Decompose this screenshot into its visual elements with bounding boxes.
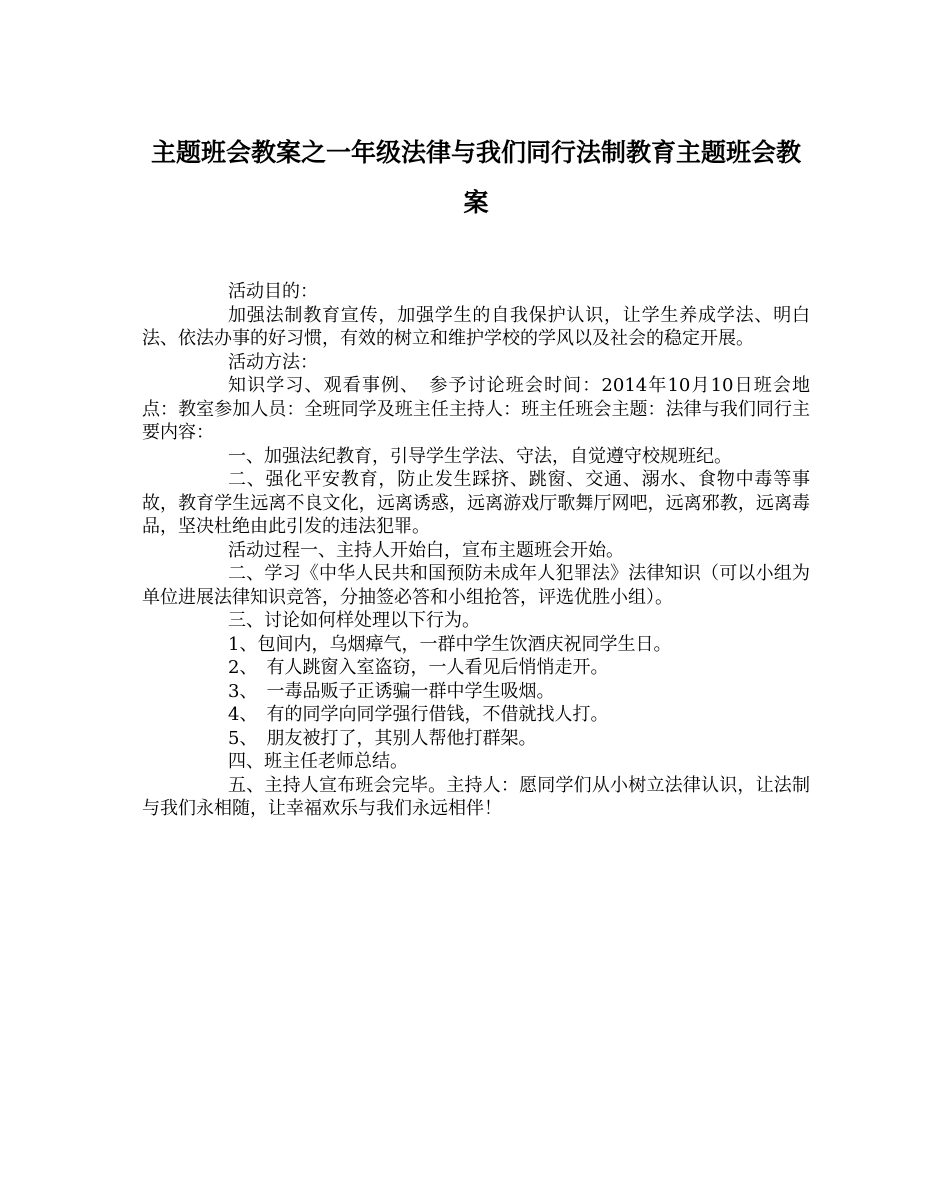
document-title: 主题班会教案之一年级法律与我们同行法制教育主题班会教案 [150, 138, 801, 217]
paragraph-process-3: 三、讨论如何样处理以下行为。 [228, 610, 480, 631]
list-item-behavior-2: 2、 有人跳窗入室盗窃，一人看见后悄悄走开。 [228, 657, 609, 678]
paragraph-process-2: 二、学习《中华人民共和国预防未成年人犯罪法》法律知识（可以小组为单位进展法律知识竞答，分抽签必答和小组抢答，评选优胜小组）。 [142, 563, 810, 608]
list-item-behavior-1: 1、包间内，乌烟瘴气，一群中学生饮酒庆祝同学生日。 [228, 633, 672, 655]
list-item-behavior-5: 5、 朋友被打了，其别人帮他打群架。 [228, 727, 537, 749]
paragraph-activity-method-heading: 活动方法： [228, 351, 318, 373]
paragraph-process-1: 活动过程一、主持人开始白，宣布主题班会开始。 [228, 539, 624, 561]
paragraph-content-2: 二、强化平安教育，防止发生踩挤、跳窗、交通、溺水、食物中毒等事故，教育学生远离不良文化，远离诱惑，远离游戏厅歌舞厅网吧，远离邪教，远离毒品，坚决杜绝由此引发的违法犯罪。 [142, 469, 810, 537]
paragraph-content-1: 一、加强法纪教育，引导学生学法、守法，自觉遵守校规班纪。 [228, 445, 732, 467]
paragraph-activity-goal-heading: 活动目的： [228, 281, 318, 302]
document-body [142, 280, 810, 821]
paragraph-process-4: 四、班主任老师总结。 [228, 751, 408, 772]
paragraph-activity-goal: 加强法制教育宣传，加强学生的自我保护认识，让学生养成学法、明白法、依法办事的好习惯，有效的树立和维护学校的学风以及社会的稳定开展。 [142, 304, 810, 349]
list-item-behavior-4: 4、 有的同学向同学强行借钱，不借就找人打。 [228, 704, 609, 725]
paragraph-process-5: 五、主持人宣布班会完毕。主持人：愿同学们从小树立法律认识，让法制与我们永相随，让幸福欢乐与我们永远相伴！ [142, 774, 810, 819]
list-item-behavior-3: 3、 一毒品贩子正诱骗一群中学生吸烟。 [228, 680, 555, 702]
paragraph-activity-method: 知识学习、观看事例、 参予讨论班会时间：2014年10月10日班会地点：教室参加人员：全班同学及班主任主持人：班主任班会主题：法律与我们同行主要内容： [142, 375, 810, 443]
document-page [142, 128, 810, 821]
